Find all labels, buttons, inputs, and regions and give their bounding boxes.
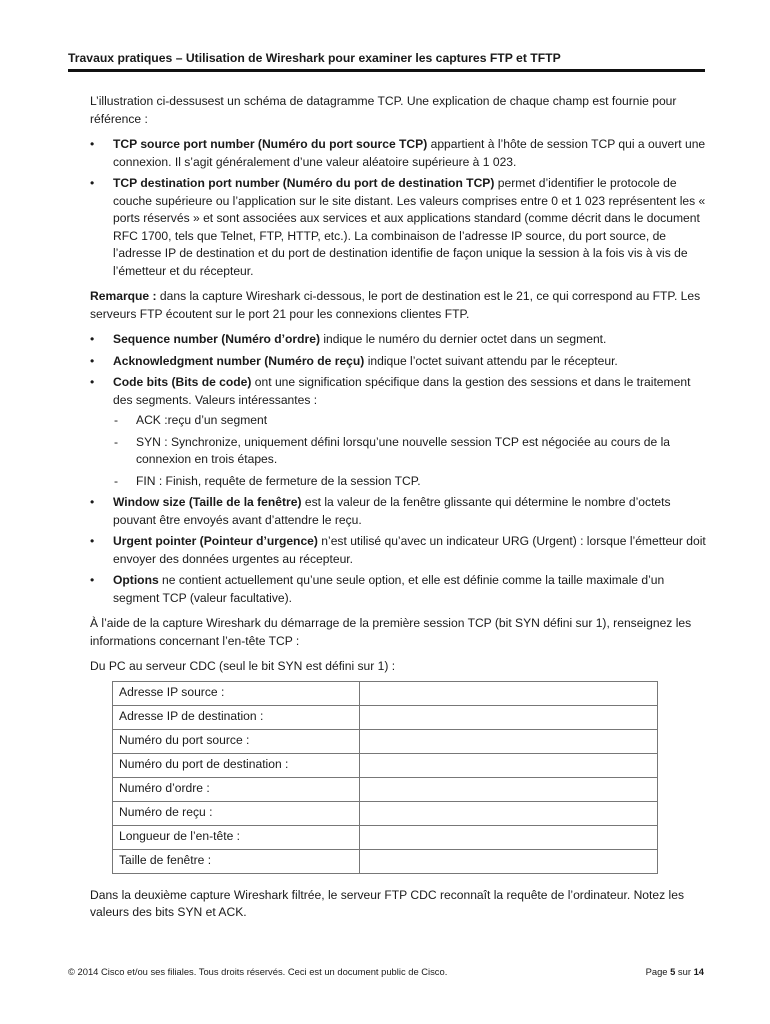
list-item (90, 572, 712, 607)
code-bits-sublist (113, 412, 712, 490)
list-item (90, 136, 712, 171)
list-item (90, 494, 712, 529)
remark-term: Remarque : (90, 289, 157, 303)
closing-paragraph: Dans la deuxième capture Wireshark filtrée, le serveur FTP CDC reconnaît la requête de l’ordinateur. Notez les valeurs des bits SYN et ACK. (90, 887, 684, 919)
table-label-cell: Longueur de l’en-tête : (113, 825, 360, 849)
tcp-header-table (112, 681, 658, 874)
table-row (113, 705, 658, 729)
table-row (113, 729, 658, 753)
bullet-term: Window size (Taille de la fenêtre) (113, 495, 302, 509)
table-caption: Du PC au serveur CDC (seul le bit SYN est défini sur 1) : (90, 659, 396, 673)
document-header-title: Travaux pratiques – Utilisation de Wireshark pour examiner les captures FTP et TFTP (68, 51, 561, 65)
list-item (90, 374, 712, 490)
table-answer-cell[interactable] (360, 777, 658, 801)
bullet-text: est la valeur de la fenêtre glissante qui détermine le nombre d’octets pouvant être envoyés avant d’attendre le reçu. (113, 495, 671, 527)
table-row (113, 753, 658, 777)
table-row (113, 825, 658, 849)
bullet-text: n’est utilisé qu’avec un indicateur URG (Urgent) : lorsque l’émetteur doit envoyer des données urgentes au récepteur. (113, 534, 706, 566)
bullet-term: Acknowledgment number (Numéro de reçu) (113, 353, 365, 368)
table-row (113, 801, 658, 825)
bullet-text: permet d’identifier le protocole de couche supérieure ou l’application sur le site distant. Les valeurs comprises entre 0 et 1 023 représentent les « ports réservés » et sont associées aux services et aux applications standard (comme décrit dans le document RFC 1700, tels que Telnet, FTP, HTTP, etc.). La combinaison de l’adresse IP source, du port source, de l’adresse IP de destination et du port de destination identifie de façon unique la session à la fois vis à vis de l’émetteur et du récepteur. (113, 176, 706, 278)
bullet-text: indique l’octet suivant attendu par le récepteur. (364, 353, 618, 368)
table-row (113, 681, 658, 705)
bullet-term: Options (113, 573, 159, 587)
list-item (90, 175, 712, 280)
table-label-cell: Numéro du port source : (113, 729, 360, 753)
bullet-term: TCP source port number (Numéro du port source TCP) (113, 137, 428, 151)
table-label-cell: Taille de fenêtre : (113, 849, 360, 873)
bullet-text: appartient à l’hôte de session TCP qui a ouvert une connexion. Il s’agit généralement d’une valeur aléatoire supérieure à 1 023. (113, 137, 706, 169)
footer-page-number (646, 966, 704, 977)
table-answer-cell[interactable] (360, 681, 658, 705)
table-answer-cell[interactable] (360, 801, 658, 825)
bullet-text: ne contient actuellement qu’une seule option, et elle est définie comme la taille maximale d’un segment TCP (valeur facultative). (113, 573, 665, 605)
instruction-paragraph: À l’aide de la capture Wireshark du démarrage de la première session TCP (bit SYN défini sur 1), renseignez les informations concernant l’en-tête TCP : (90, 616, 692, 648)
table-label-cell: Numéro de reçu : (113, 801, 360, 825)
bullet-text: indique le numéro du dernier octet dans un segment. (319, 332, 607, 346)
sub-list-item: - ACK :reçu d’un segment (113, 412, 712, 430)
table-label-cell: Adresse IP de destination : (113, 705, 360, 729)
page-current: 5 (670, 966, 676, 977)
list-item (90, 331, 712, 349)
table-answer-cell[interactable] (360, 729, 658, 753)
page-mid: sur (675, 966, 694, 977)
document-body (90, 93, 712, 930)
page-total: 14 (693, 966, 704, 977)
sub-list-item: - SYN : Synchronize, uniquement défini lorsqu’une nouvelle session TCP est négociée au cours de la connexion en trois étapes. (113, 434, 712, 469)
table-label-cell: Numéro du port de destination : (113, 753, 360, 777)
table-answer-cell[interactable] (360, 753, 658, 777)
bullet-term: Urgent pointer (Pointeur d’urgence) (113, 534, 318, 548)
table-label-cell: Adresse IP source : (113, 681, 360, 705)
table-answer-cell[interactable] (360, 849, 658, 873)
bullet-term: Code bits (Bits de code) (113, 375, 252, 389)
remark-paragraph (90, 288, 712, 323)
header-rule (68, 69, 705, 72)
bullet-list-fields (90, 331, 712, 607)
intro-paragraph: L’illustration ci-dessusest un schéma de datagramme TCP. Une explication de chaque champ est fournie pour référence : (90, 94, 677, 126)
list-item (90, 533, 712, 568)
bullet-list-ports (90, 136, 712, 280)
table-answer-cell[interactable] (360, 705, 658, 729)
bullet-term: Sequence number (Numéro d’ordre) (113, 332, 320, 346)
table-label-cell: Numéro d’ordre : (113, 777, 360, 801)
page-prefix: Page (645, 966, 671, 977)
table-row (113, 849, 658, 873)
bullet-text: ont une signification spécifique dans la gestion des sessions et dans le traitement des segments. Valeurs intéressantes : (113, 375, 691, 407)
list-item (90, 353, 712, 371)
table-answer-cell[interactable] (360, 825, 658, 849)
sub-list-item: - FIN : Finish, requête de fermeture de la session TCP. (113, 473, 712, 491)
table-row (113, 777, 658, 801)
footer-copyright: © 2014 Cisco et/ou ses filiales. Tous droits réservés. Ceci est un document public de Cisco. (68, 966, 448, 977)
bullet-term: TCP destination port number (Numéro du port de destination TCP) (113, 176, 495, 190)
remark-text: dans la capture Wireshark ci-dessous, le port de destination est le 21, ce qui correspond au FTP. Les serveurs FTP écoutent sur le port 21 pour les connexions clientes FTP. (90, 289, 701, 321)
